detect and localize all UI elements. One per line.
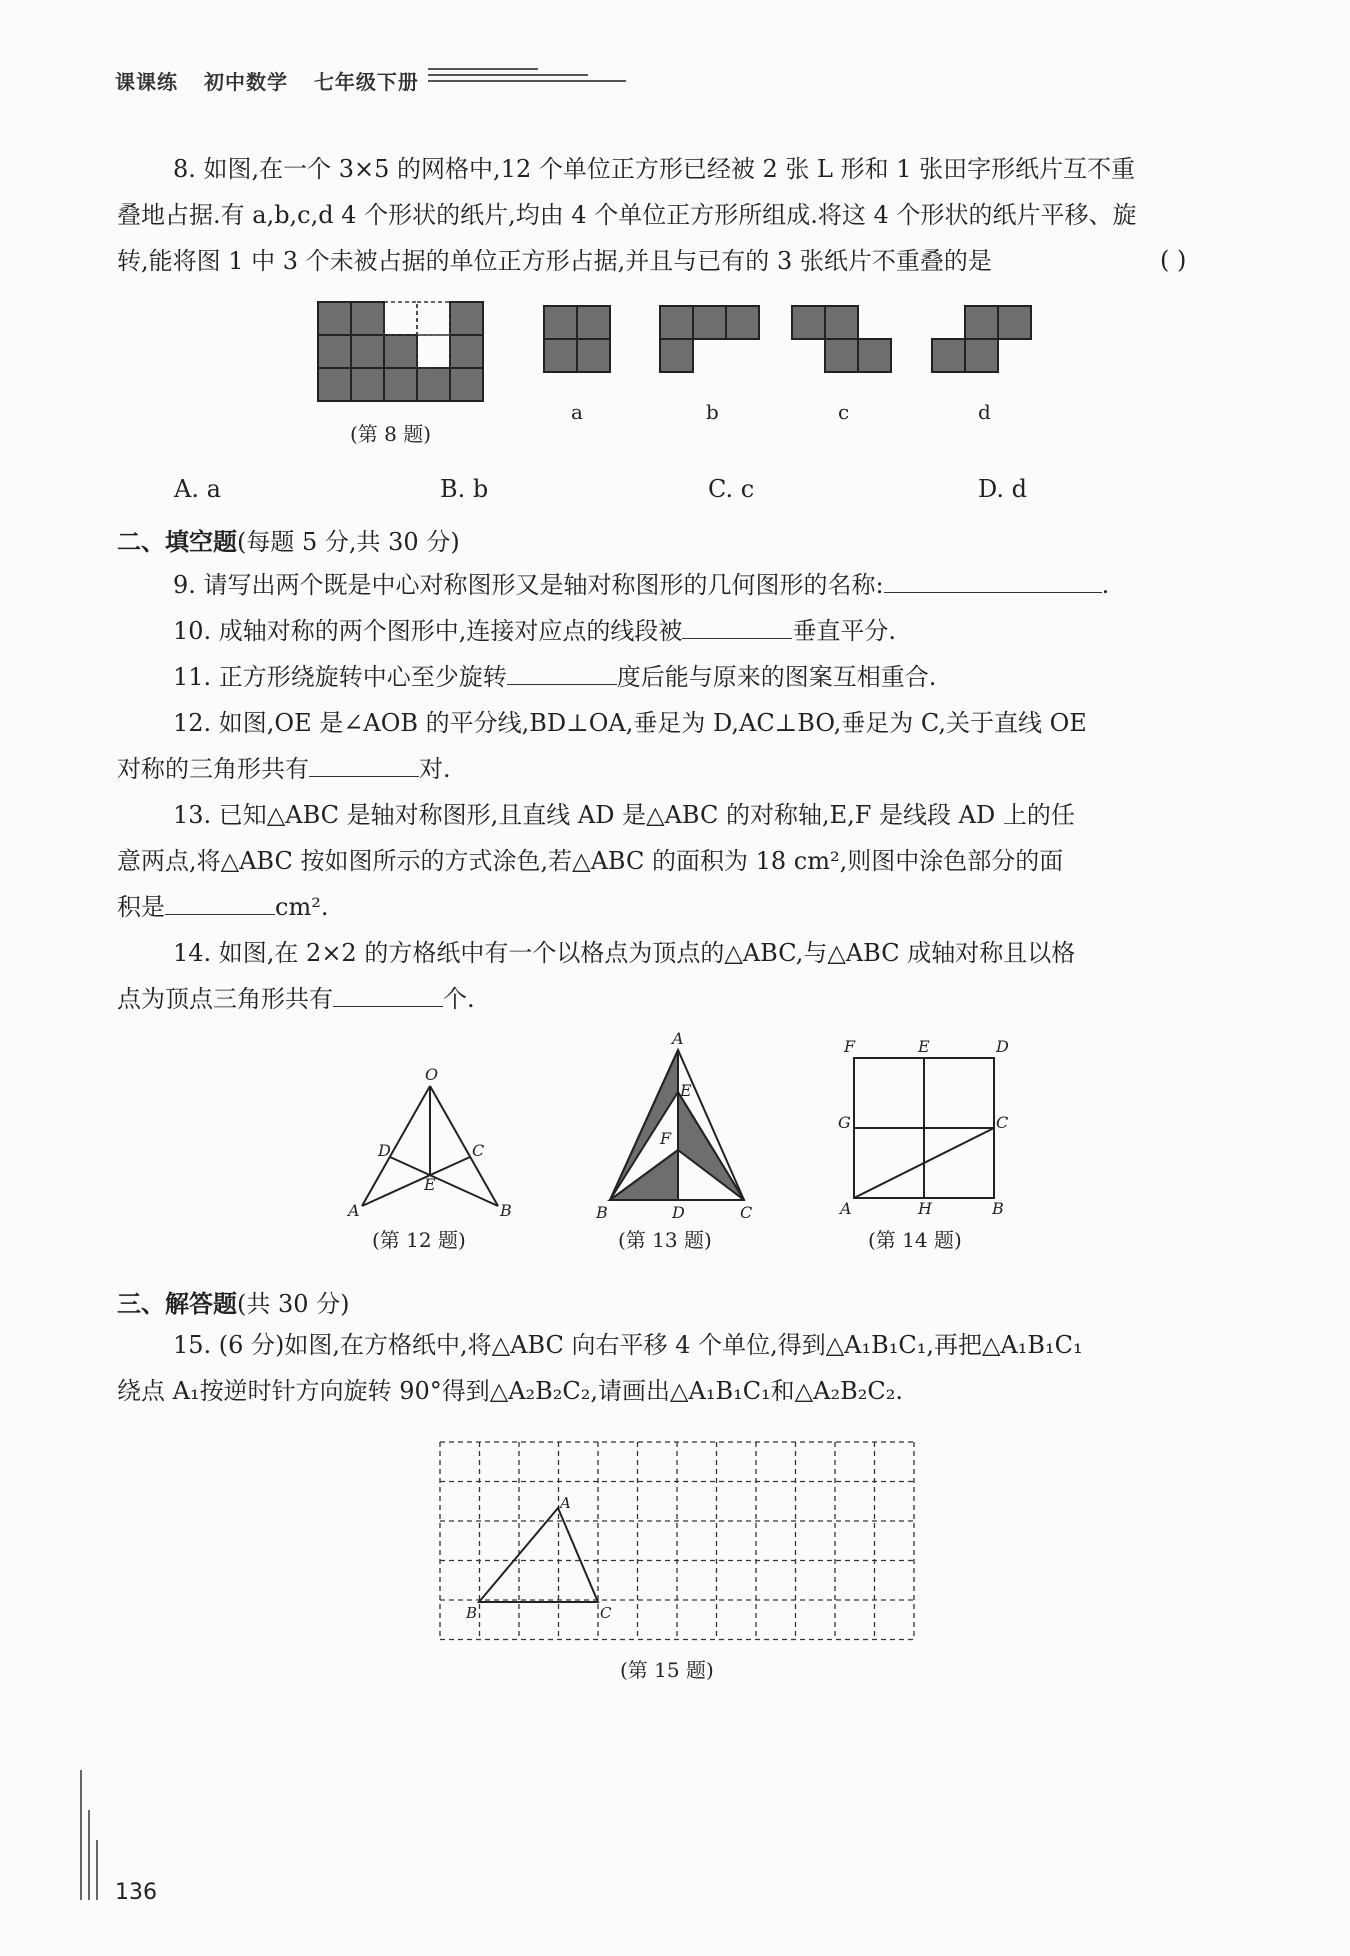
fig12-caption: (第 12 题) — [372, 1228, 466, 1252]
fig12-label-A: A — [348, 1201, 360, 1220]
q14-answer-blank — [333, 980, 443, 1007]
q14-line2-pre: 点为顶点三角形共有 — [117, 985, 333, 1013]
fig12-line-OB — [430, 1086, 498, 1206]
q13-line1: 13. 已知△ABC 是轴对称图形,且直线 AD 是△ABC 的对称轴,E,F 是线段 AD 上的任 — [173, 801, 1075, 829]
question-13 — [117, 792, 1241, 930]
fig14-label-G: G — [838, 1113, 851, 1132]
question-8 — [117, 146, 1241, 284]
q13-answer-blank — [165, 888, 275, 915]
fig13-label-E: E — [680, 1081, 692, 1100]
q8-line1: 8. 如图,在一个 3×5 的网格中,12 个单位正方形已经被 2 张 L 形和 1 张田字形纸片互不重 — [173, 155, 1136, 183]
question-12 — [117, 700, 1241, 792]
q15-line2: 绕点 A₁按逆时针方向旋转 90°得到△A₂B₂C₂,请画出△A₁B₁C₁和△A₂B₂C₂. — [117, 1377, 903, 1405]
q11-pre: 11. 正方形绕旋转中心至少旋转 — [173, 663, 507, 691]
fig14-label-A: A — [840, 1199, 852, 1218]
fig13-label-A: A — [672, 1030, 684, 1048]
q15-line1: 15. (6 分)如图,在方格纸中,将△ABC 向右平移 4 个单位,得到△A₁B₁C₁,再把△A₁B₁C₁ — [173, 1331, 1083, 1359]
section-2-title: 二、填空题 — [117, 528, 237, 556]
section-3-heading — [117, 1284, 350, 1319]
fig14-label-C: C — [996, 1113, 1009, 1132]
page-number: 136 — [115, 1880, 157, 1905]
choice-c: C. c — [708, 475, 755, 503]
shape-a — [542, 304, 614, 376]
q13-line3-pre: 积是 — [117, 893, 165, 921]
shape-d-label: d — [978, 400, 991, 424]
section-2-heading — [117, 522, 460, 557]
fig14-label-D: D — [996, 1037, 1009, 1056]
fig15-label-B: B — [466, 1604, 478, 1622]
q12-line2-post: 对. — [419, 755, 451, 783]
q8-line2: 叠地占据.有 a,b,c,d 4 个形状的纸片,均由 4 个单位正方形所组成.将这 4 个形状的纸片平移、旋 — [117, 201, 1137, 229]
question-14 — [117, 930, 1241, 1022]
fig8-caption: (第 8 题) — [350, 422, 432, 446]
section-3-note: (共 30 分) — [237, 1290, 350, 1318]
question-10 — [117, 608, 1241, 654]
fig14-label-E: E — [918, 1037, 930, 1056]
fig15-caption: (第 15 题) — [620, 1658, 714, 1682]
header-rule-lines — [428, 68, 626, 88]
shape-c-label: c — [838, 400, 850, 424]
fig13-diagram — [590, 1030, 770, 1220]
q9-end: . — [1101, 571, 1110, 599]
header-grade: 七年级下册 — [313, 70, 419, 94]
q11-answer-blank — [507, 658, 617, 685]
q9-text: 9. 请写出两个既是中心对称图形又是轴对称图形的几何图形的名称: — [173, 571, 884, 599]
choice-a: A. a — [174, 475, 221, 503]
q12-answer-blank — [309, 750, 419, 777]
q14-line2-post: 个. — [443, 985, 475, 1013]
fig12-label-C: C — [472, 1141, 485, 1160]
fig8-grid — [316, 300, 488, 405]
fig14-caption: (第 14 题) — [868, 1228, 962, 1252]
fig12-line-AC — [362, 1157, 470, 1206]
fig14-diagram — [836, 1036, 1026, 1220]
fig12-line-OA — [362, 1086, 430, 1206]
fig12-line-BD — [390, 1157, 498, 1206]
q12-line1: 12. 如图,OE 是∠AOB 的平分线,BD⊥OA,垂足为 D,AC⊥BO,垂足为 C,关于直线 OE — [173, 709, 1087, 737]
shape-a-label: a — [571, 400, 583, 424]
q10-answer-blank — [682, 612, 792, 639]
fig14-label-B: B — [992, 1199, 1004, 1218]
header-subject: 初中数学 — [203, 70, 288, 94]
running-header — [115, 66, 437, 95]
question-15 — [117, 1322, 1241, 1414]
q14-line1: 14. 如图,在 2×2 的方格纸中有一个以格点为顶点的△ABC,与△ABC 成轴对称且以格 — [173, 939, 1076, 967]
fig13-label-C: C — [740, 1203, 753, 1220]
shape-b-label: b — [706, 400, 719, 424]
fig15-triangle-ABC — [479, 1508, 598, 1602]
fig15-grid — [436, 1436, 916, 1648]
fig13-caption: (第 13 题) — [618, 1228, 712, 1252]
fig15-label-A: A — [560, 1494, 571, 1512]
fig12-label-D: D — [378, 1141, 391, 1160]
section-2-note: (每题 5 分,共 30 分) — [237, 528, 460, 556]
q11-post: 度后能与原来的图案互相重合. — [616, 663, 937, 691]
q9-answer-blank — [884, 566, 1102, 593]
fig13-label-F: F — [660, 1129, 672, 1148]
margin-bars — [80, 1770, 110, 1900]
section-3-title: 三、解答题 — [117, 1290, 237, 1318]
fig12-label-O: O — [425, 1065, 439, 1084]
fig14-label-F: F — [844, 1037, 856, 1056]
fig12-label-E: E — [424, 1175, 436, 1194]
q8-line3: 转,能将图 1 中 3 个未被占据的单位正方形占据,并且与已有的 3 张纸片不重叠的是 — [117, 247, 992, 275]
question-9 — [117, 562, 1241, 608]
q8-answer-paren: ( ) — [1160, 246, 1187, 274]
q12-line2-pre: 对称的三角形共有 — [117, 755, 309, 783]
shape-b — [658, 304, 764, 376]
q10-post: 垂直平分. — [792, 617, 897, 645]
fig13-label-D: D — [672, 1203, 685, 1220]
header-series: 课课练 — [115, 70, 178, 94]
choice-d: D. d — [978, 475, 1028, 503]
choice-b: B. b — [440, 475, 489, 503]
fig14-label-H: H — [918, 1199, 932, 1218]
question-11 — [117, 654, 1241, 700]
shape-c — [790, 304, 896, 376]
shape-d — [930, 304, 1036, 376]
fig12-label-B: B — [500, 1201, 512, 1220]
q13-line3-post: cm². — [275, 893, 329, 921]
q10-pre: 10. 成轴对称的两个图形中,连接对应点的线段被 — [173, 617, 683, 645]
fig12-diagram — [340, 1060, 520, 1220]
fig15-label-C: C — [600, 1604, 612, 1622]
fig13-label-B: B — [596, 1203, 608, 1220]
q13-line2: 意两点,将△ABC 按如图所示的方式涂色,若△ABC 的面积为 18 cm²,则图中涂色部分的面 — [117, 847, 1064, 875]
